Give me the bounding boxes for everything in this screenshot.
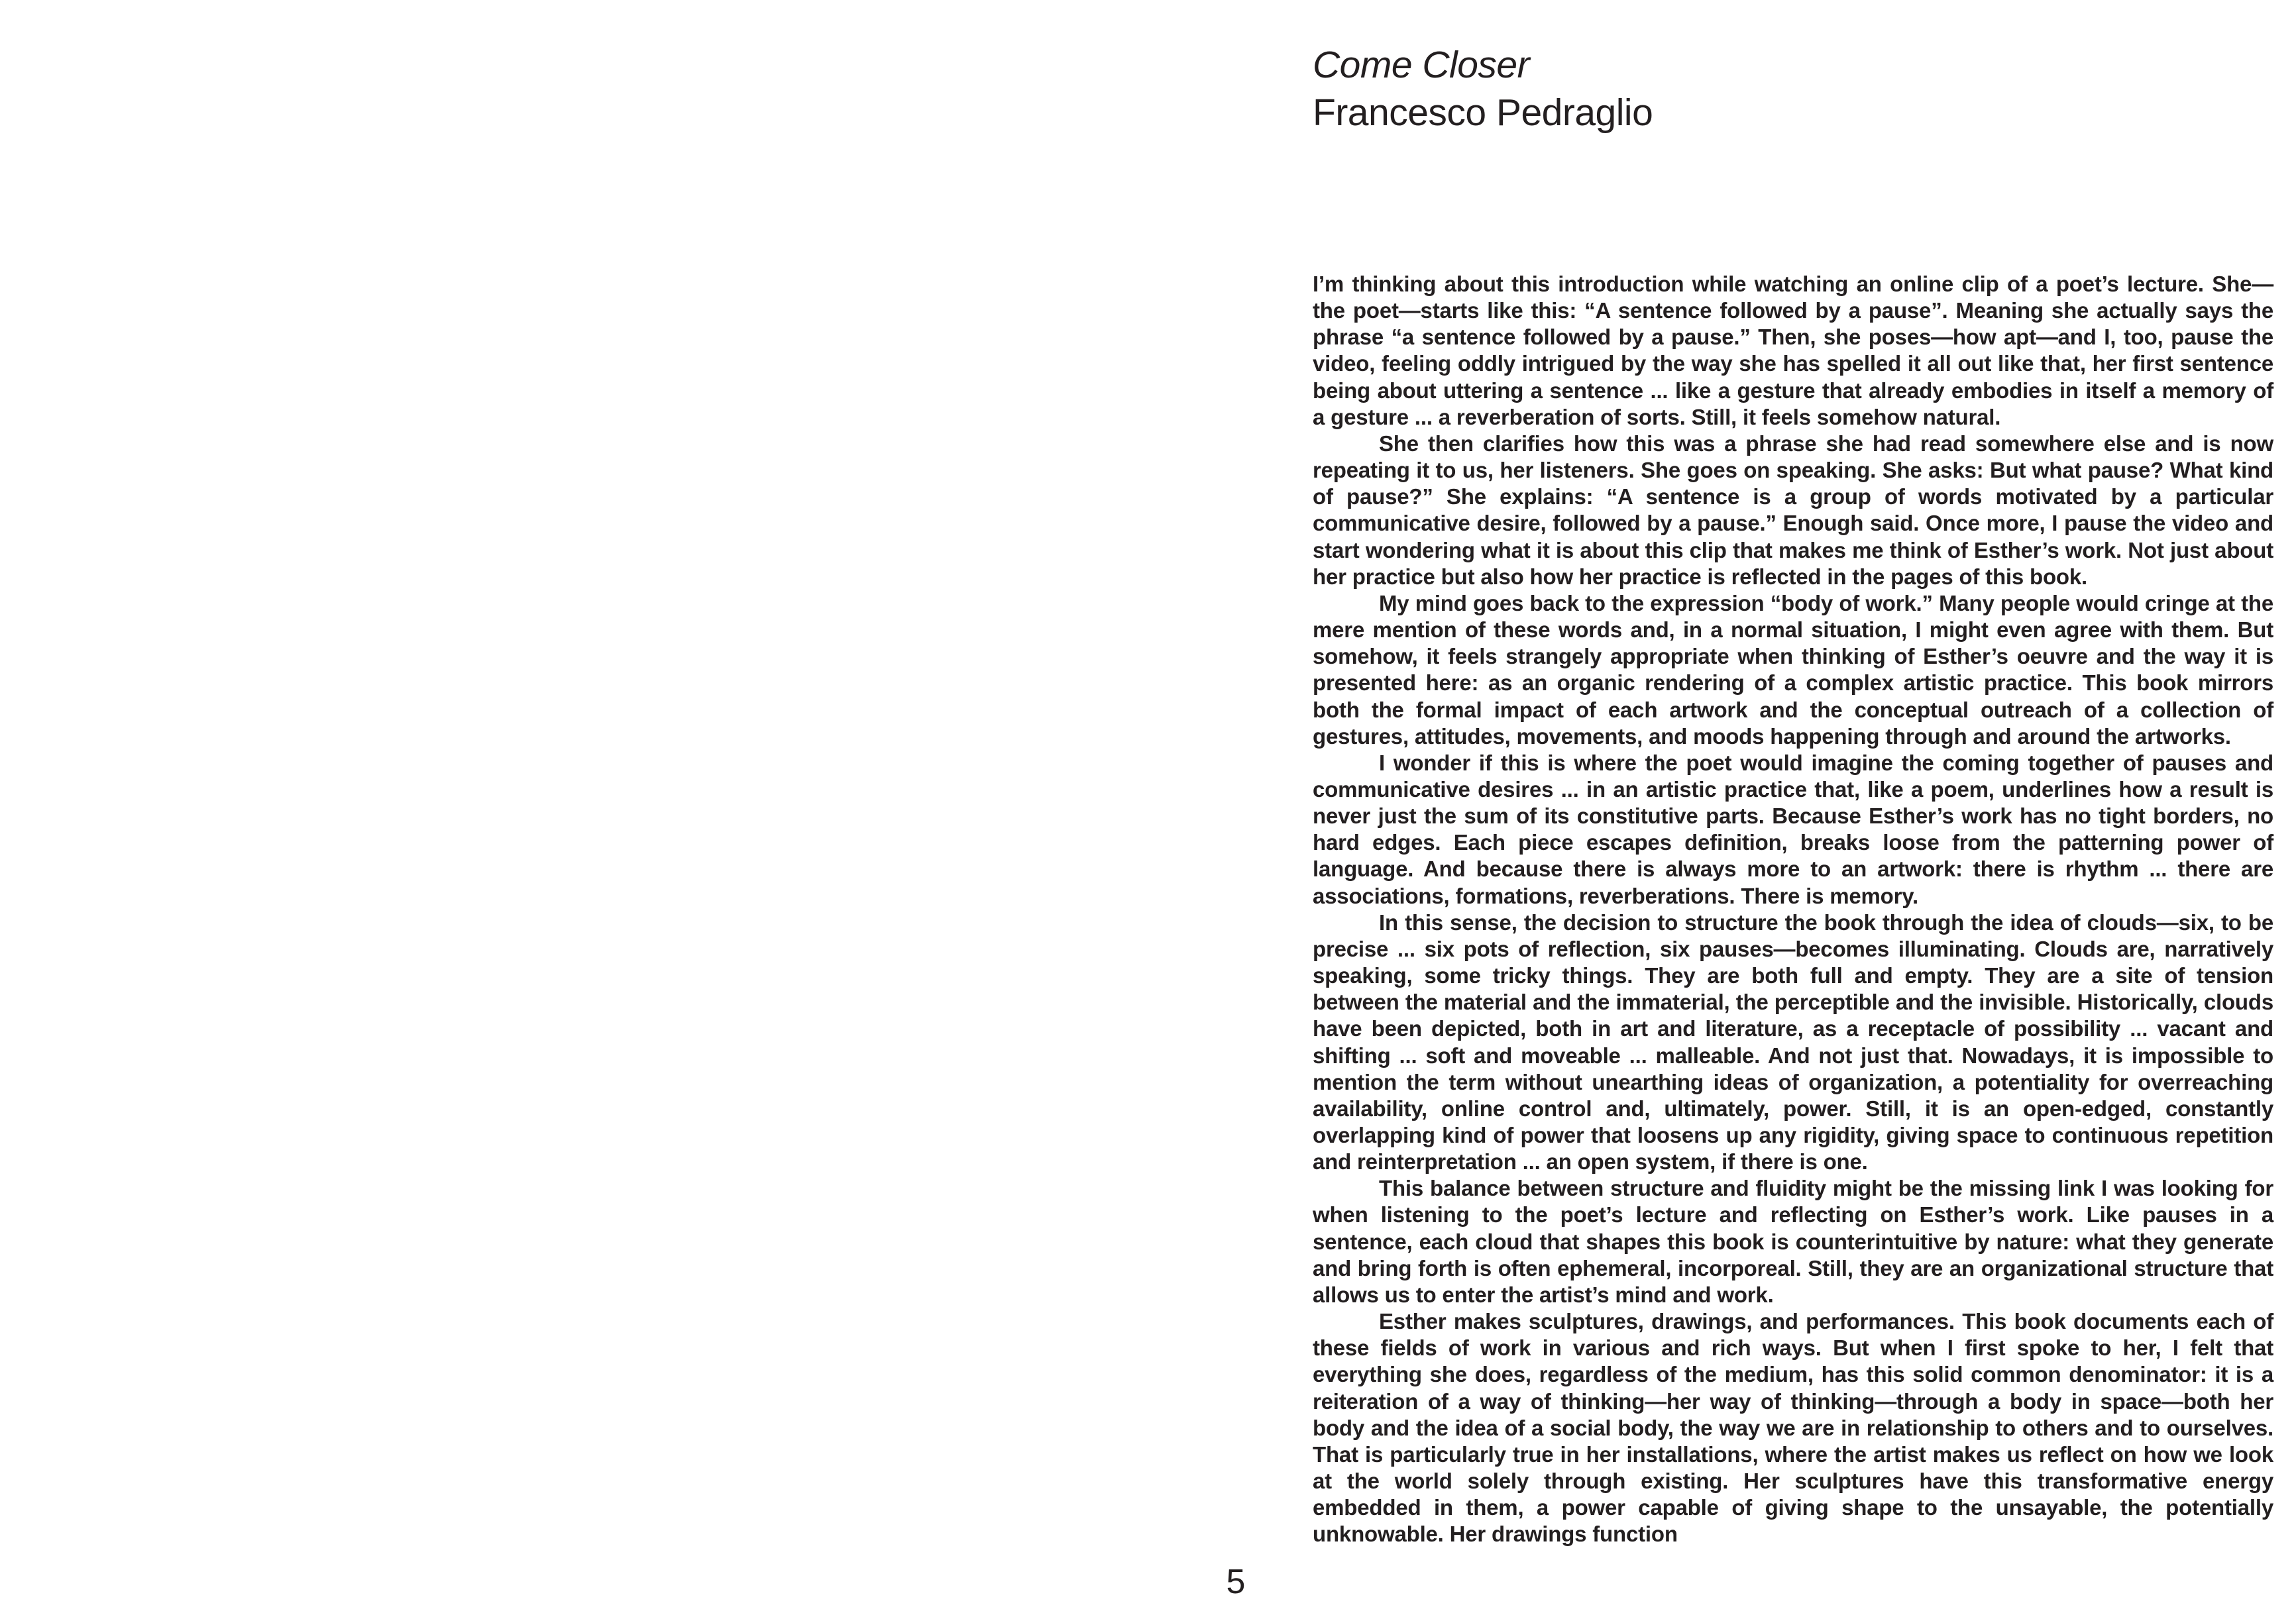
paragraph: Esther makes sculptures, drawings, and performances. This book documents each of these fields of work in various and rich ways. But when I first spoke to her, I felt that everything she does, regardless of the medium, has this solid common denominator: it is a reiteration of a way of thinking—her way of thinking—through a body in space—both her body and the idea of a social body, the way we are in relationship to others and to ourselves. That is particularly true in her installations, where the artist makes us reflect on how we look at the world solely through existing. Her sculptures have this transformative energy embedded in them, a power capable of giving shape to the unsayable, the potentially unknowable. Her drawings function — [1313, 1309, 2273, 1547]
paragraph: In this sense, the decision to structure the book through the idea of clouds—six, to be precise ... six pots of reflection, six pauses—becomes illuminating. Clouds are, narratively speaking, some tricky things. They are both full and empty. They are a site of tension between the material and the immaterial, the perceptible and the invisible. Historically, clouds have been depicted, both in art and literature, as a receptacle of possibility ... vacant and shifting ... soft and moveable ... malleable. And not just that. Nowadays, it is impossible to mention the term without unearthing ideas of organization, a potentiality for overreaching availability, online control and, ultimately, power. Still, it is an open-edged, constantly overlapping kind of power that loosens up any rigidity, giving space to continuous repetition and reinterpretation ... an open system, if there is one. — [1313, 910, 2273, 1174]
paragraph: She then clarifies how this was a phrase she had read somewhere else and is now repeating it to us, her listeners. She goes on speaking. She asks: But what pause? What kind of pause?” She explains: “A sentence is a group of words motivated by a particular communicative desire, followed by a pause.” Enough said. Once more, I pause the video and start wondering what it is about this clip that makes me think of Esther’s work. Not just about her practice but also how her practice is reflected in the pages of this book. — [1313, 431, 2273, 589]
page-number: 5 — [1226, 1563, 1246, 1601]
essay-author: Francesco Pedraglio — [1313, 91, 1653, 134]
paragraph: I’m thinking about this introduction while watching an online clip of a poet’s lecture. She—the poet—starts like this: “A sentence followed by a pause”. Meaning she actually says the phrase “a sentence followed by a pause.” Then, she poses—how apt—and I, too, pause the video, feeling oddly intrigued by the way she has spelled it all out like that, her first sentence being about uttering a sentence ... like a gesture that already embodies in itself a memory of a gesture ... a reverberation of sorts. Still, it feels somehow natural. — [1313, 272, 2273, 429]
paragraph: This balance between structure and fluidity might be the missing link I was looking for when listening to the poet’s lecture and reflecting on Esther’s work. Like pauses in a sentence, each cloud that shapes this book is counterintuitive by nature: what they generate and bring forth is often ephemeral, incorporeal. Still, they are an organizational structure that allows us to enter the artist’s mind and work. — [1313, 1176, 2273, 1307]
essay-heading — [1313, 41, 2273, 136]
paragraph: I wonder if this is where the poet would imagine the coming together of pauses and communicative desires ... in an artistic practice that, like a poem, underlines how a result is never just the sum of its constitutive parts. Because Esther’s work has no tight borders, no hard edges. Each piece escapes definition, breaks loose from the patterning power of language. And because there is always more to an artwork: there is rhythm ... there are associations, formations, reverberations. There is memory. — [1313, 750, 2273, 908]
paragraph: My mind goes back to the expression “body of work.” Many people would cringe at the mere mention of these words and, in a normal situation, I might even agree with them. But somehow, it feels strangely appropriate when thinking of Esther’s oeuvre and the way it is presented here: as an organic rendering of a complex artistic practice. This book mirrors both the formal impact of each artwork and the conceptual outreach of a collection of gestures, attitudes, movements, and moods happening through and around the artworks. — [1313, 590, 2273, 749]
essay-title: Come Closer — [1313, 44, 1530, 86]
essay-body — [1313, 271, 2273, 1548]
